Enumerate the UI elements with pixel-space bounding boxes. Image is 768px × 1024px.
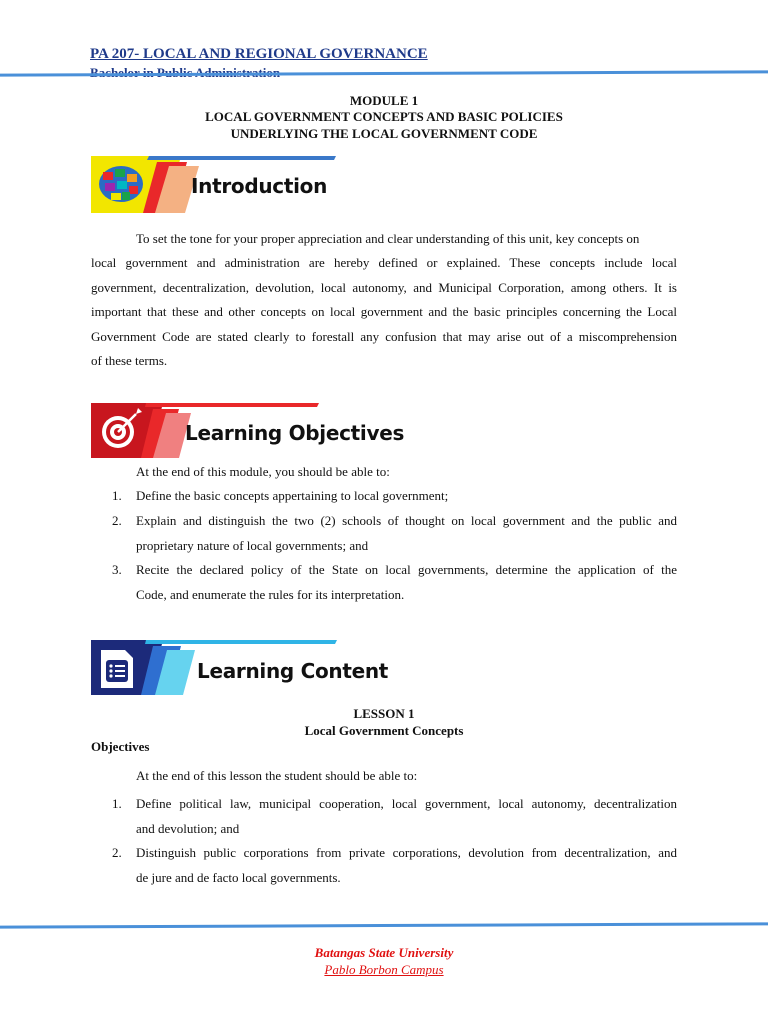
course-title: PA 207- LOCAL AND REGIONAL GOVERNANCE [90,46,428,62]
introduction-paragraph [91,227,677,373]
lesson-objective-line: Define political law, municipal cooperation, local government, local autonomy, decentralization [136,796,677,811]
introduction-heading: Introduction [191,174,328,198]
lesson-objective-item [136,791,677,841]
lesson-title: Local Government Concepts [304,723,464,738]
colorful-brain-icon [99,166,143,202]
objective-number: 2. [112,513,122,528]
intro-line: government, decentralization, devolution, local autonomy, and Municipal Corporation, among others. It is [91,279,677,295]
lesson-objective-line: Distinguish public corporations from private corporations, devolution from decentralization, and [136,845,677,860]
intro-line: of these terms. [91,353,168,369]
objectives-intro: At the end of this module, you should be able to: [136,464,390,479]
lesson-objective-number: 1. [112,796,122,811]
intro-line: local government and administration are hereby defined or explained. These concepts include local [91,255,677,271]
module-number: MODULE 1 [349,93,419,108]
module-title-line2: UNDERLYING THE LOCAL GOVERNMENT CODE [230,126,538,141]
objective-item [136,557,677,607]
footer-university: Batangas State University [314,945,454,960]
objective-item [136,508,677,558]
document-list-icon [101,650,133,688]
lesson-objectives-label: Objectives [91,739,150,754]
lesson-objective-item [136,840,677,890]
lesson-objective-line: and devolution; and [136,821,240,836]
intro-line: To set the tone for your proper appreciation and clear understanding of this unit, key concepts on [136,231,640,246]
module-title-line1: LOCAL GOVERNMENT CONCEPTS AND BASIC POLICIES [205,109,563,124]
objective-line: Explain and distinguish the two (2) schools of thought on local government and the public and [136,513,677,528]
objective-line: Define the basic concepts appertaining to local government; [136,488,449,503]
lesson-intro: At the end of this lesson the student should be able to: [136,768,418,783]
objective-line: Code, and enumerate the rules for its interpretation. [136,587,405,602]
intro-line: Government Code are stated clearly to forestall any confusion that may arise out of a miscomprehension [91,328,677,344]
lesson-number: LESSON 1 [353,706,415,721]
objective-line: proprietary nature of local governments; and [136,538,369,553]
intro-line: important that these and other concepts on local government and the basic principles concerning the Local [91,304,677,320]
objective-number: 3. [112,562,122,577]
lesson-objective-number: 2. [112,845,122,860]
footer-rule [0,922,768,928]
objective-number: 1. [112,488,122,503]
objective-item [136,483,677,508]
objectives-heading: Learning Objectives [185,421,405,445]
objective-line: Recite the declared policy of the State on local governments, determine the application of the [136,562,677,577]
content-heading: Learning Content [197,659,389,683]
lesson-objective-line: de jure and de facto local governments. [136,870,341,885]
footer-campus: Pablo Borbon Campus [324,962,444,977]
